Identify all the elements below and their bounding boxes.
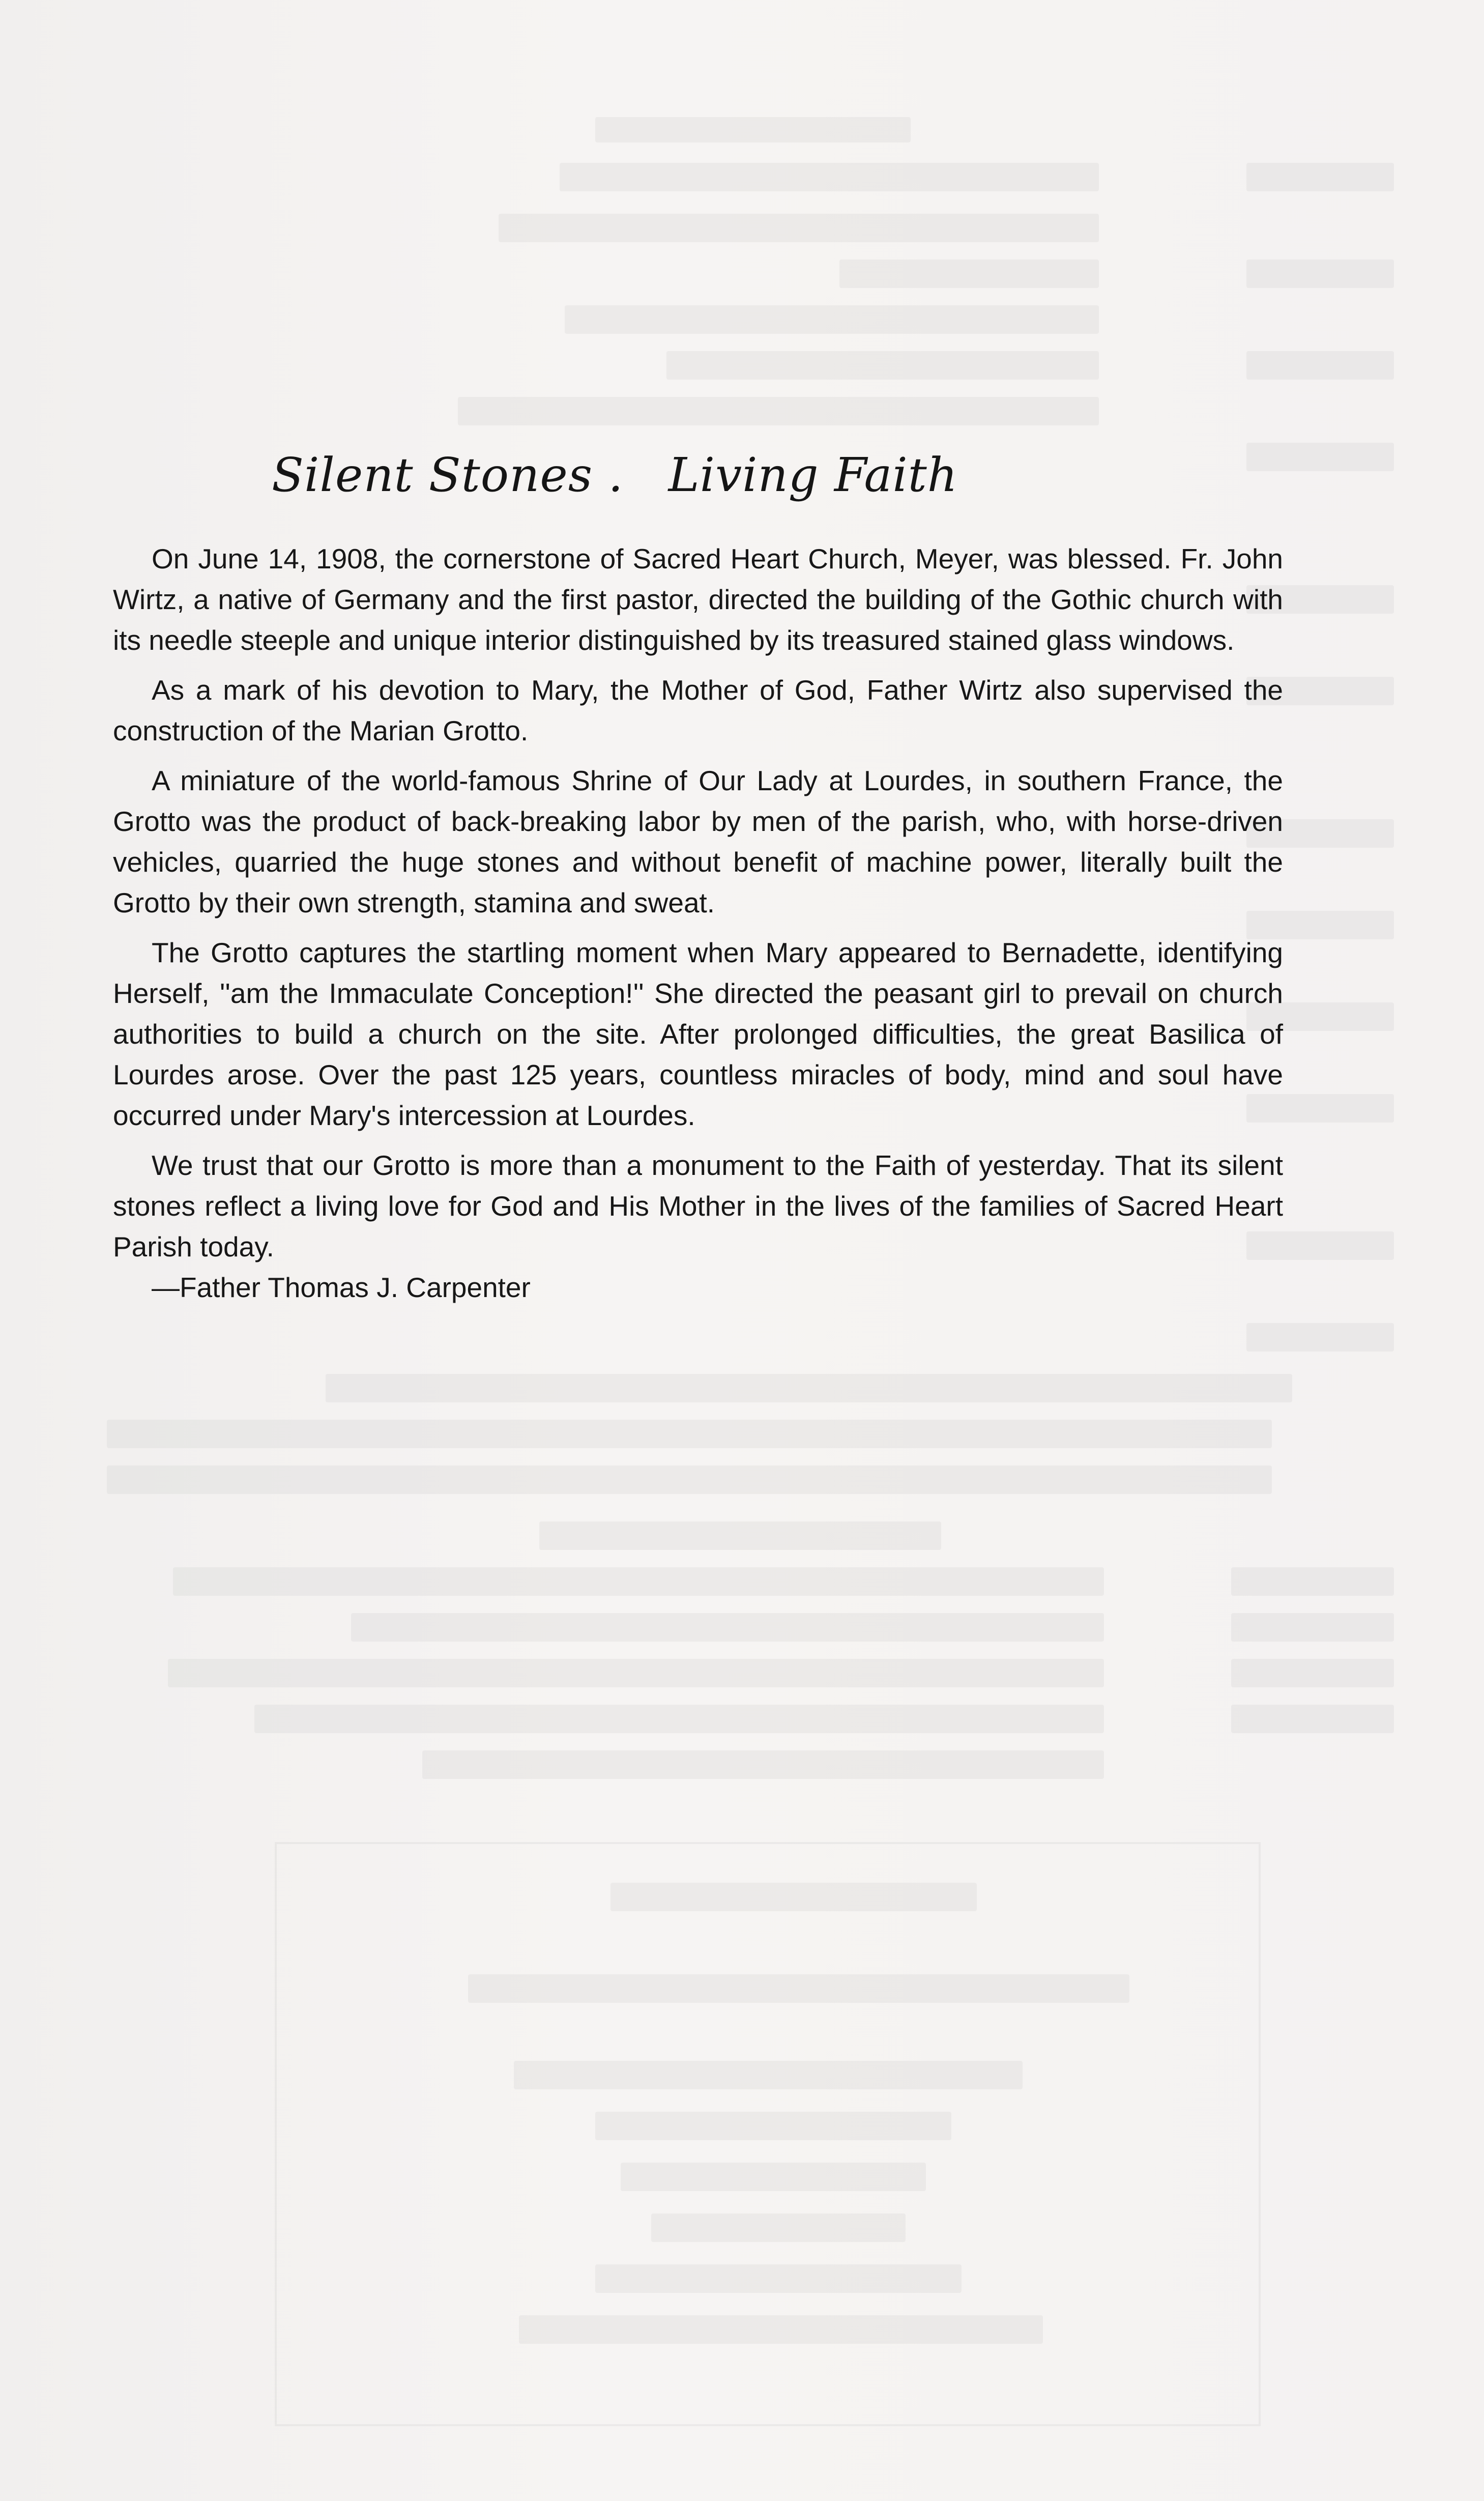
author-signature: —Father Thomas J. Carpenter <box>152 1272 531 1303</box>
bleed-through-mark <box>1231 1659 1394 1687</box>
bleed-through-mark <box>458 397 1099 425</box>
article-paragraph-1: On June 14, 1908, the cornerstone of Sacred Heart Church, Meyer, was blessed. Fr. John Wirtz, a native of Germany and the first pastor, directed the building of the Gothic church with its needle steeple and unique interior distinguished by its treasured stained glass windows. <box>113 543 1283 656</box>
bleed-through-mark <box>1246 443 1394 471</box>
bleed-through-mark <box>610 1883 977 1911</box>
bleed-through-mark <box>1231 1613 1394 1642</box>
bleed-through-mark <box>1246 163 1394 191</box>
article-paragraph-4: The Grotto captures the startling moment when Mary appeared to Bernadette, identifying Herself, ''am the Immaculate Conception!'' She directed the peasant girl to prevail on church authorities to build a church on the site. After prolonged difficulties, the great Basilica of Lourdes arose. Over the past 125 years, countless miracles of body, mind and soul have occurred under Mary's intercession at Lourdes. <box>113 937 1283 1131</box>
bleed-through-mark <box>595 2264 962 2293</box>
bleed-through-mark <box>107 1465 1272 1494</box>
title-part-2: Living Faith <box>668 448 958 502</box>
article-paragraph-2: As a mark of his devotion to Mary, the Mother of God, Father Wirtz also supervised the construction of the Marian Grotto. <box>113 674 1283 746</box>
article-paragraph-5: We trust that our Grotto is more than a monument to the Faith of yesterday. That its silent stones reflect a living love for God and His Mother in the lives of the families of Sacred Heart Parish today. <box>113 1149 1283 1262</box>
bleed-through-mark <box>595 117 911 142</box>
article-title <box>272 448 1162 502</box>
bleed-through-mark <box>651 2213 906 2242</box>
bleed-through-mark <box>422 1750 1104 1779</box>
bleed-through-mark <box>351 1613 1104 1642</box>
bleed-through-mark <box>514 2061 1023 2089</box>
bleed-through-mark <box>254 1705 1104 1733</box>
bleed-through-mark <box>1231 1567 1394 1596</box>
bleed-through-mark <box>839 260 1099 288</box>
bleed-through-mark <box>173 1567 1104 1596</box>
article-body <box>113 538 1283 1317</box>
bleed-through-mark <box>107 1420 1272 1448</box>
title-part-1: Silent Stones . <box>272 448 624 502</box>
bleed-through-mark <box>168 1659 1104 1687</box>
bleed-through-mark <box>499 214 1099 242</box>
bleed-through-mark <box>1231 1705 1394 1733</box>
bleed-through-mark <box>1246 260 1394 288</box>
bleed-through-mark <box>595 2112 951 2140</box>
bleed-through-mark <box>666 351 1099 380</box>
bleed-through-mark <box>1246 1323 1394 1352</box>
bleed-through-mark <box>560 163 1099 191</box>
article-paragraph-3: A miniature of the world-famous Shrine of Our Lady at Lourdes, in southern France, the Grotto was the product of back-breaking labor by men of the parish, who, with horse-driven vehicles, quarried the huge stones and without benefit of machine power, literally built the Grotto by their own strength, stamina and sweat. <box>113 765 1283 918</box>
bleed-through-mark <box>565 305 1099 334</box>
bleed-through-mark <box>539 1521 941 1550</box>
bleed-through-mark <box>621 2163 926 2191</box>
bleed-through-mark <box>1246 351 1394 380</box>
bleed-through-mark <box>326 1374 1292 1402</box>
bleed-through-mark <box>468 1974 1129 2003</box>
bleed-through-mark <box>519 2315 1043 2344</box>
